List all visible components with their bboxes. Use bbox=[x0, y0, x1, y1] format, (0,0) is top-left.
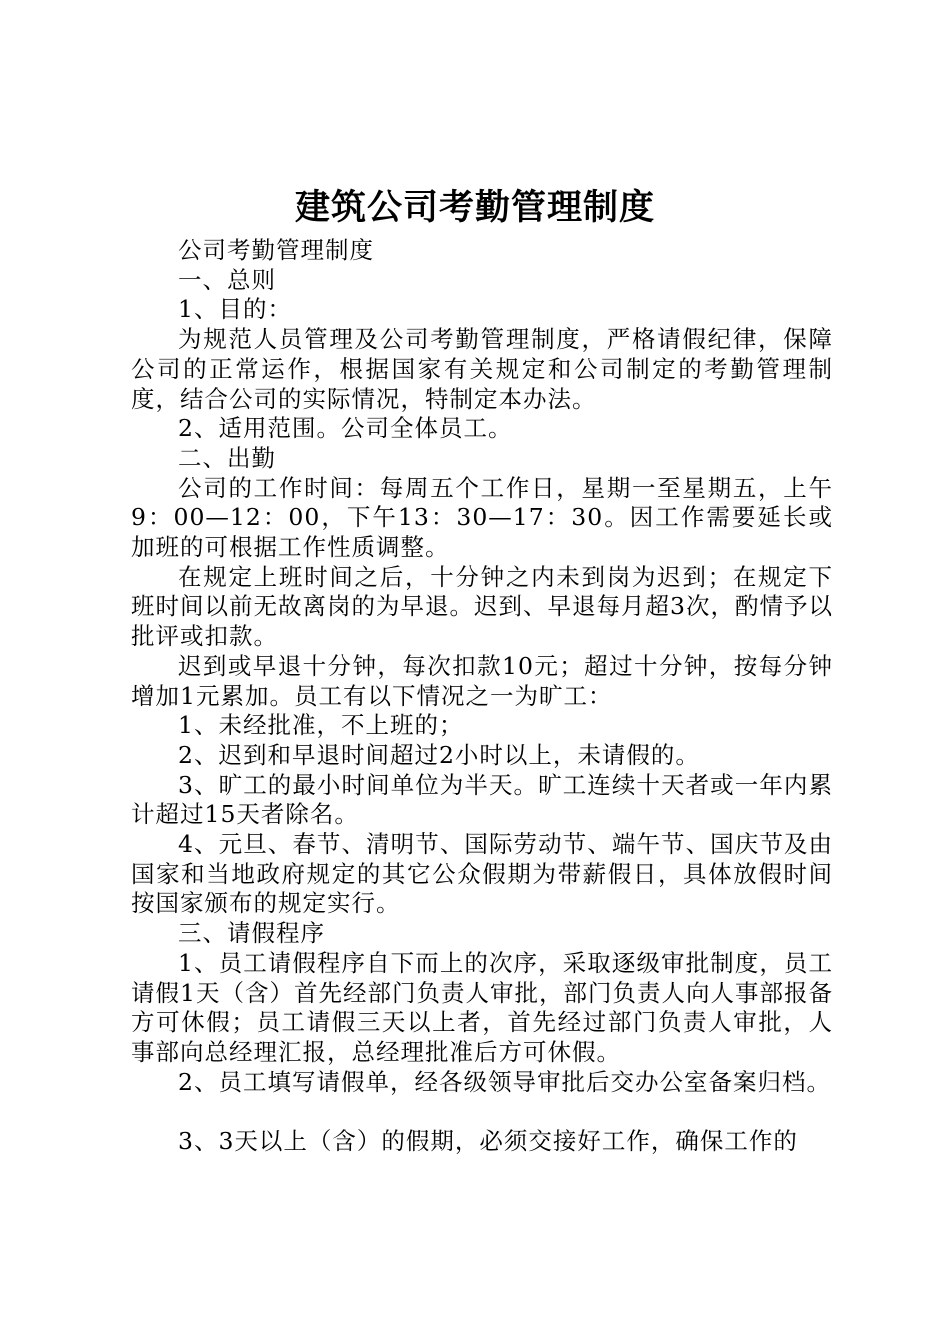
paragraph-working-hours: 公司的工作时间：每周五个工作日，星期一至星期五，上午9：00—12：00，下午13：30—17：30。因工作需要延长或加班的可根据工作性质调整。 bbox=[131, 473, 833, 562]
section-heading-leave: 三、请假程序 bbox=[178, 919, 325, 948]
list-item-leave-3: 3、3天以上（含）的假期，必须交接好工作，确保工作的 bbox=[178, 1127, 798, 1156]
list-item-holidays: 4、元旦、春节、清明节、国际劳动节、端午节、国庆节及由国家和当地政府规定的其它公众假期为带薪假日，具体放假时间按国家颁布的规定实行。 bbox=[131, 830, 833, 918]
list-item-leave-2: 2、员工填写请假单，经各级领导审批后交办公室备案归档。 bbox=[178, 1067, 831, 1096]
list-item-leave-1: 1、员工请假程序自下而上的次序，采取逐级审批制度，员工请假1天（含）首先经部门负责人审批，部门负责人向人事部报备方可休假；员工请假三天以上者，首先经过部门负责人审批，人事部向总经理汇报，总经理批准后方可休假。 bbox=[131, 948, 833, 1066]
list-item-absence-2: 2、迟到和早退时间超过2小时以上，未请假的。 bbox=[178, 740, 700, 769]
section-heading-attendance: 二、出勤 bbox=[178, 443, 276, 472]
paragraph-deductions: 迟到或早退十分钟，每次扣款10元；超过十分钟，按每分钟增加1元累加。员工有以下情况之一为旷工： bbox=[131, 651, 833, 710]
document-body bbox=[131, 236, 833, 1157]
paragraph-subtitle: 公司考勤管理制度 bbox=[178, 236, 374, 264]
paragraph-late-early: 在规定上班时间之后，十分钟之内未到岗为迟到；在规定下班时间以前无故离岗的为早退。迟到、早退每月超3次，酌情予以批评或扣款。 bbox=[131, 562, 833, 651]
list-item-absence-1: 1、未经批准，不上班的； bbox=[178, 711, 464, 740]
paragraph-purpose-heading: 1、目的： bbox=[178, 295, 292, 324]
list-item-absence-3: 3、旷工的最小时间单位为半天。旷工连续十天者或一年内累计超过15天者除名。 bbox=[131, 770, 833, 829]
paragraph-scope: 2、适用范围。公司全体员工。 bbox=[178, 414, 513, 443]
document-title: 建筑公司考勤管理制度 bbox=[294, 188, 655, 228]
paragraph-purpose: 为规范人员管理及公司考勤管理制度，严格请假纪律，保障公司的正常运作，根据国家有关规定和公司制定的考勤管理制度，结合公司的实际情况，特制定本办法。 bbox=[131, 325, 833, 413]
section-heading-general: 一、总则 bbox=[178, 265, 276, 294]
